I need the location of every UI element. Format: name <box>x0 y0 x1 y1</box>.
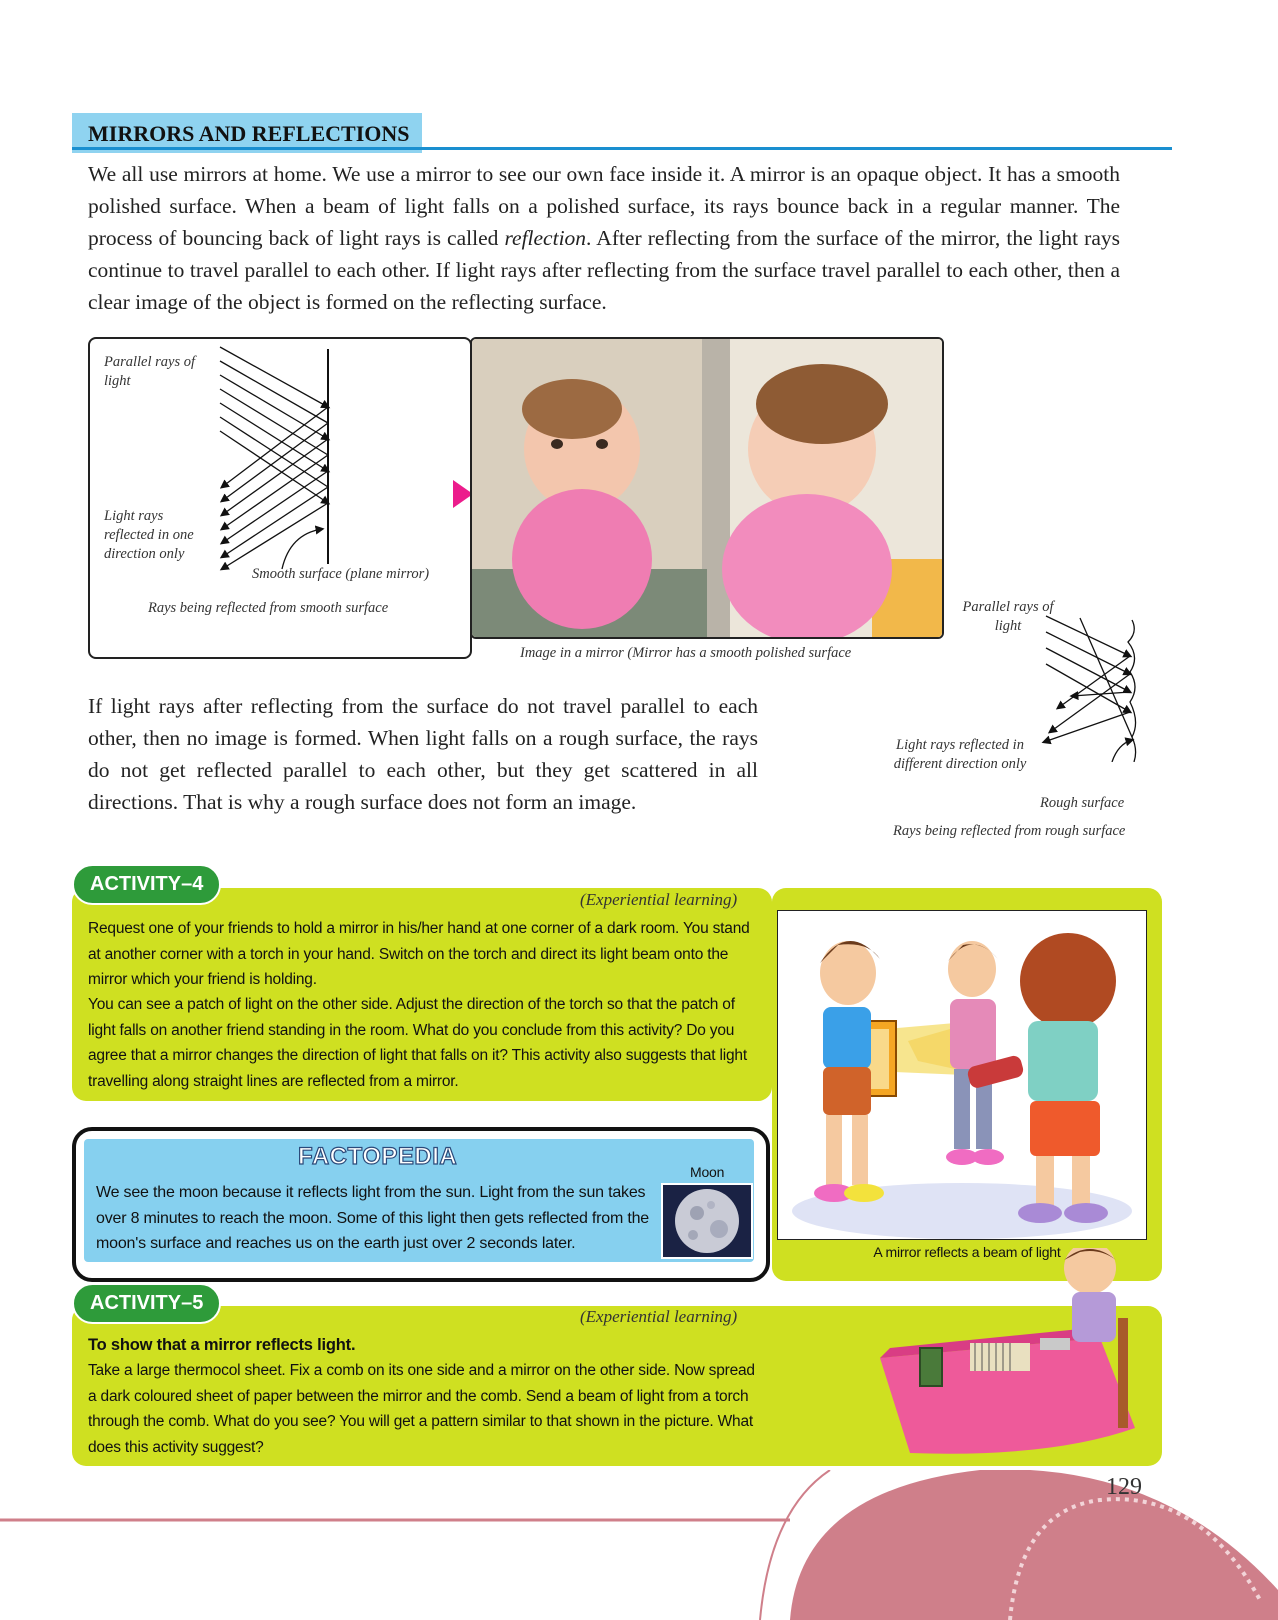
footer-decoration <box>0 1470 1278 1620</box>
smooth-diagram-caption: Rays being reflected from smooth surface <box>148 600 389 616</box>
activity4-illustration-frame <box>777 910 1147 1240</box>
smooth-ray-diagram <box>210 339 350 579</box>
baby-mirror-illustration <box>472 339 942 637</box>
activity5-tag: (Experiential learning) <box>580 1307 738 1326</box>
moon-image <box>661 1183 753 1259</box>
activity4-badge: ACTIVITY–4 <box>72 864 221 905</box>
factopedia-title: FACTOPEDIA <box>298 1143 458 1170</box>
term-reflection: reflection <box>504 226 587 250</box>
mirror-photo <box>470 337 944 639</box>
intro-paragraph <box>88 158 1120 318</box>
activity5-heading: To show that a mirror reflects light. <box>88 1336 356 1354</box>
intro-text-start: We all use mirrors at home. We use a mirror to see our own face inside it. A mirror is an opaque object. It has a smooth polished surface. When a beam of light falls on a polished surface, its rays bounce back in a regular manner. The process of bouncing back of light rays is called <box>88 162 1120 250</box>
rough-label-parallel: Parallel rays of light <box>962 599 1054 634</box>
rough-ray-diagram <box>1040 612 1150 762</box>
kids-mirror-illustration <box>778 911 1146 1239</box>
rough-label-reflected: Light rays reflected in different direction only <box>893 737 1027 772</box>
activity4-text-2: You can see a patch of light on the other side. Adjust the direction of the torch so that the patch of light falls on another friend standing in the room. What do you conclude from this activity? Do you agree that a mirror changes the direction of light that falls on it? This activity also suggests that light travelling along straight lines are reflected from a mirror. <box>88 996 747 1090</box>
page-number: 129 <box>1106 1474 1142 1500</box>
intro-text-end: . After reflecting from the surface of the mirror, the light rays continue to travel parallel to each other. If light rays after reflecting from the surface travel parallel to each other, then a clear image of the object is formed on the reflecting surface. <box>88 226 1120 314</box>
label-parallel-rays: Parallel rays of light <box>104 354 196 389</box>
activity5-badge: ACTIVITY–5 <box>72 1283 221 1324</box>
comb-mirror-illustration <box>850 1248 1160 1463</box>
activity4-illustration-caption: A mirror reflects a beam of light <box>873 1244 1061 1260</box>
rough-label-surface: Rough surface <box>1040 795 1125 811</box>
moon-label: Moon <box>690 1164 725 1180</box>
activity4-text-1: Request one of your friends to hold a mirror in his/her hand at one corner of a dark room. You stand at another corner with a torch in your hand. Switch on the torch and direct its light beam onto the mirror which your friend is holding. <box>88 920 750 988</box>
label-smooth-surface: Smooth surface (plane mirror) <box>252 566 430 582</box>
activity4-tag: (Experiential learning) <box>580 890 738 909</box>
rough-diagram-caption: Rays being reflected from rough surface <box>893 823 1126 839</box>
photo-caption: Image in a mirror (Mirror has a smooth polished surface <box>520 645 852 661</box>
activity5-text: Take a large thermocol sheet. Fix a comb on its one side and a mirror on the other side. Now spread a dark coloured sheet of paper between the mirror and the comb. Send a beam of light from a torch through the comb. What do you see? You will get a pattern similar to that shown in the picture. What does this activity suggest? <box>88 1362 755 1456</box>
smooth-surface-diagram <box>88 337 472 659</box>
title-rule <box>72 147 1172 150</box>
rough-surface-paragraph: If light rays after reflecting from the surface do not travel parallel to each other, then no image is formed. When light falls on a rough surface, the rays do not get reflected parallel to each other, but they get scattered in all directions. That is why a rough surface does not form an image. <box>88 694 758 814</box>
label-reflected-rays: Light rays reflected in one direction only <box>104 508 194 562</box>
factopedia-text: We see the moon because it reflects light from the sun. Light from the sun takes over 8 minutes to reach the moon. Some of this light then gets reflected from the moon's surface and reaches us on the earth just over 2 seconds later. <box>96 1184 649 1252</box>
section-title: MIRRORS AND REFLECTIONS <box>72 113 422 153</box>
moon-icon <box>663 1185 751 1257</box>
